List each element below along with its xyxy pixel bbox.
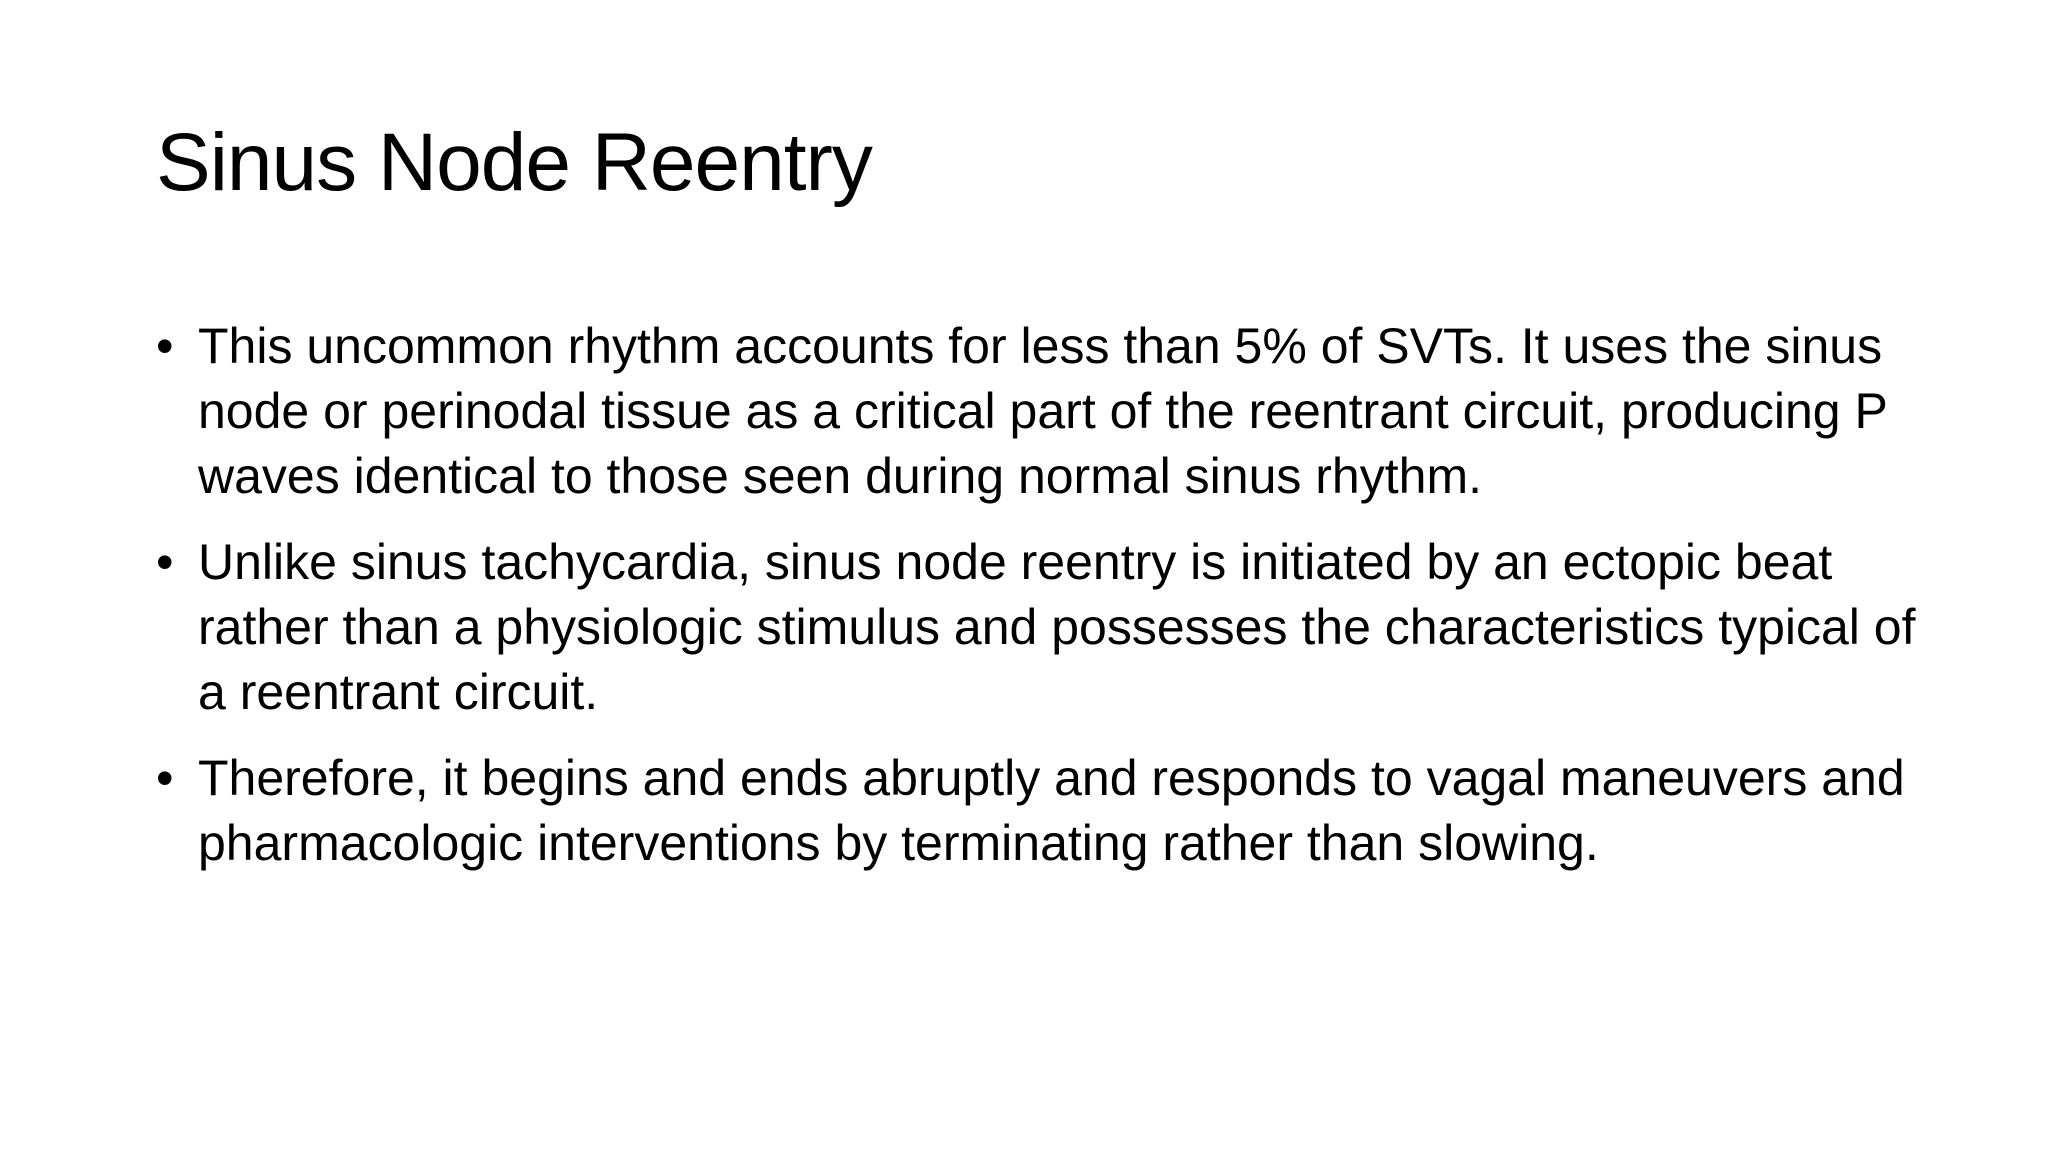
bullet-dot-icon: • [156, 750, 174, 806]
bullet-dot-icon: • [156, 534, 174, 590]
bullet-text: Unlike sinus tachycardia, sinus node reentry is initiated by an ectopic beat rather than a physiologic stimulus and possesses the characteristics typical of a reentrant circuit. [198, 534, 1916, 720]
bullet-item [156, 314, 1916, 509]
bullet-text: This uncommon rhythm accounts for less than 5% of SVTs. It uses the sinus node or perinodal tissue as a critical part of the reentrant circuit, producing P waves identical to those seen during normal sinus rhythm. [198, 318, 1887, 504]
bullet-text: Therefore, it begins and ends abruptly and responds to vagal maneuvers and pharmacologic interventions by terminating rather than slowing. [198, 750, 1905, 871]
bullet-list [156, 314, 1916, 897]
bullet-item [156, 530, 1916, 725]
slide-title: Sinus Node Reentry [156, 117, 872, 208]
bullet-item [156, 746, 1916, 876]
bullet-dot-icon: • [156, 318, 174, 374]
